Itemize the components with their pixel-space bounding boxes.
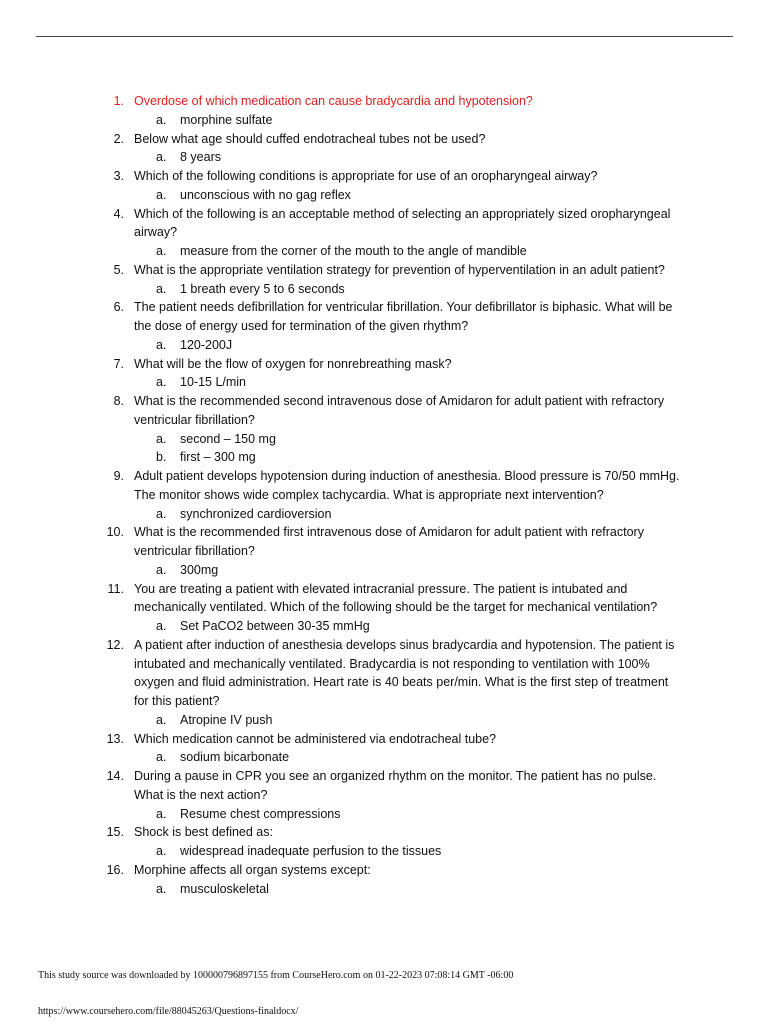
answer-label: a. [156,281,167,296]
question-number: 6. [113,300,124,315]
question-text: What is the appropriate ventilation strategy for prevention of hyperventilation in an adult patient? [134,262,665,277]
question-number: 2. [113,131,124,146]
answer-label: a. [156,375,167,390]
answer-text: 8 years [180,150,221,165]
question-number: 16. [106,862,124,877]
question-number: 7. [113,356,124,371]
question-number: 14. [106,769,124,783]
answer-item [0,561,768,580]
question-text: Which of the following conditions is appropriate for use of an oropharyngeal airway? [134,169,598,183]
answer-label: a. [156,244,167,258]
answer-label: a. [156,431,167,446]
answer-item [0,111,768,130]
question-number: 3. [113,169,124,183]
question-text: Morphine affects all organ systems except: [134,862,371,877]
answer-label: a. [156,112,167,127]
question-item [0,730,768,749]
question-text: Shock is best defined as: [134,825,273,840]
question-number: 1. [113,94,124,108]
answer-text: 300mg [180,562,219,577]
answer-label: a. [156,562,167,577]
answer-label: a. [156,712,167,727]
question-text: What is the recommended first intravenous dose of Amidaron for adult patient with refractory ventricular fibrillation? [134,525,644,558]
answer-item [0,842,768,861]
question-number: 4. [113,206,124,221]
question-item [0,205,768,243]
answer-text: 120-200J [180,337,233,352]
answer-item [0,148,768,167]
footer-url-link[interactable]: https://www.coursehero.com/file/88045263/Questions-finaldocx/ [38,1006,299,1017]
answer-label: a. [156,619,167,633]
answer-text: Atropine IV push [180,712,273,727]
answer-item [0,748,768,767]
answer-text: 10-15 L/min [180,375,247,390]
question-item [0,167,768,186]
answer-label: a. [156,337,167,352]
question-item [0,298,768,336]
question-item [0,636,768,711]
answer-text: morphine sulfate [180,112,273,127]
answer-label: a. [156,506,167,521]
question-text: Which medication cannot be administered via endotracheal tube? [134,731,497,746]
question-item [0,92,768,111]
answer-text: synchronized cardioversion [180,506,332,521]
answer-item [0,711,768,730]
answer-text: widespread inadequate perfusion to the tissues [180,844,442,858]
question-number: 9. [113,469,124,483]
question-text: A patient after induction of anesthesia develops sinus bradycardia and hypotension. The patient is intubated and mechanically ventilated. Bradycardia is not responding to ventilation with 100% oxygen and fluid administration. Heart rate is 40 beats per/min. What is the first step of treatment for this patient? [134,637,675,708]
question-text: During a pause in CPR you see an organized rhythm on the monitor. The patient has no pulse. What is the next action? [134,769,657,802]
question-text: Adult patient develops hypotension during induction of anesthesia. Blood pressure is 70/50 mmHg. The monitor shows wide complex tachycardia. What is appropriate next intervention? [134,469,680,502]
answer-item [0,617,768,636]
answer-text: measure from the corner of the mouth to the angle of mandible [180,244,527,258]
answer-item [0,280,768,299]
question-item [0,261,768,280]
question-item [0,392,768,430]
question-text: What will be the flow of oxygen for nonrebreathing mask? [134,356,452,371]
answer-label: a. [156,750,167,765]
answer-item [0,430,768,449]
footer-source-note: This study source was downloaded by 100000796897155 from CourseHero.com on 01-22-2023 07:08:14 GMT -06:00 [38,970,514,981]
question-number: 11. [107,581,124,596]
answer-item [0,805,768,824]
answer-text: musculoskeletal [180,881,269,896]
question-list [0,92,768,898]
answer-text: unconscious with no gag reflex [180,187,351,202]
question-item [0,580,768,618]
answer-item [0,448,768,467]
question-text: Overdose of which medication can cause bradycardia and hypotension? [134,94,533,108]
question-item [0,767,768,805]
answer-item [0,373,768,392]
answer-item [0,336,768,355]
answer-text: Set PaCO2 between 30-35 mmHg [180,619,370,633]
question-number: 10. [106,525,124,540]
top-divider [36,36,733,37]
answer-text: 1 breath every 5 to 6 seconds [180,281,345,296]
answer-label: a. [156,187,167,202]
question-item [0,355,768,374]
answer-text: second – 150 mg [180,431,276,446]
question-item [0,823,768,842]
question-item [0,130,768,149]
question-number: 15. [106,825,124,840]
answer-item [0,186,768,205]
answer-item [0,242,768,261]
answer-text: Resume chest compressions [180,806,341,821]
answer-label: b. [156,450,167,465]
question-text: You are treating a patient with elevated intracranial pressure. The patient is intubated and mechanically ventilated. Which of the following should be the target for mechanical ventilation? [134,581,658,615]
question-number: 13. [106,731,124,746]
answer-item [0,880,768,899]
answer-text: sodium bicarbonate [180,750,290,765]
question-text: What is the recommended second intravenous dose of Amidaron for adult patient with refractory ventricular fibrillation? [134,394,665,427]
answer-label: a. [156,806,167,821]
answer-label: a. [156,150,167,165]
question-text: Below what age should cuffed endotracheal tubes not be used? [134,131,486,146]
question-number: 8. [113,394,124,408]
question-item [0,523,768,561]
question-item [0,467,768,505]
question-item [0,861,768,880]
answer-text: first – 300 mg [180,450,256,465]
answer-item [0,505,768,524]
question-number: 5. [113,262,124,277]
question-text: Which of the following is an acceptable method of selecting an appropriately sized oropharyngeal airway? [134,206,671,240]
question-text: The patient needs defibrillation for ventricular fibrillation. Your defibrillator is biphasic. What will be the dose of energy used for termination of the given rhythm? [134,300,673,333]
answer-label: a. [156,881,167,896]
question-number: 12. [106,637,124,652]
answer-label: a. [156,844,167,858]
